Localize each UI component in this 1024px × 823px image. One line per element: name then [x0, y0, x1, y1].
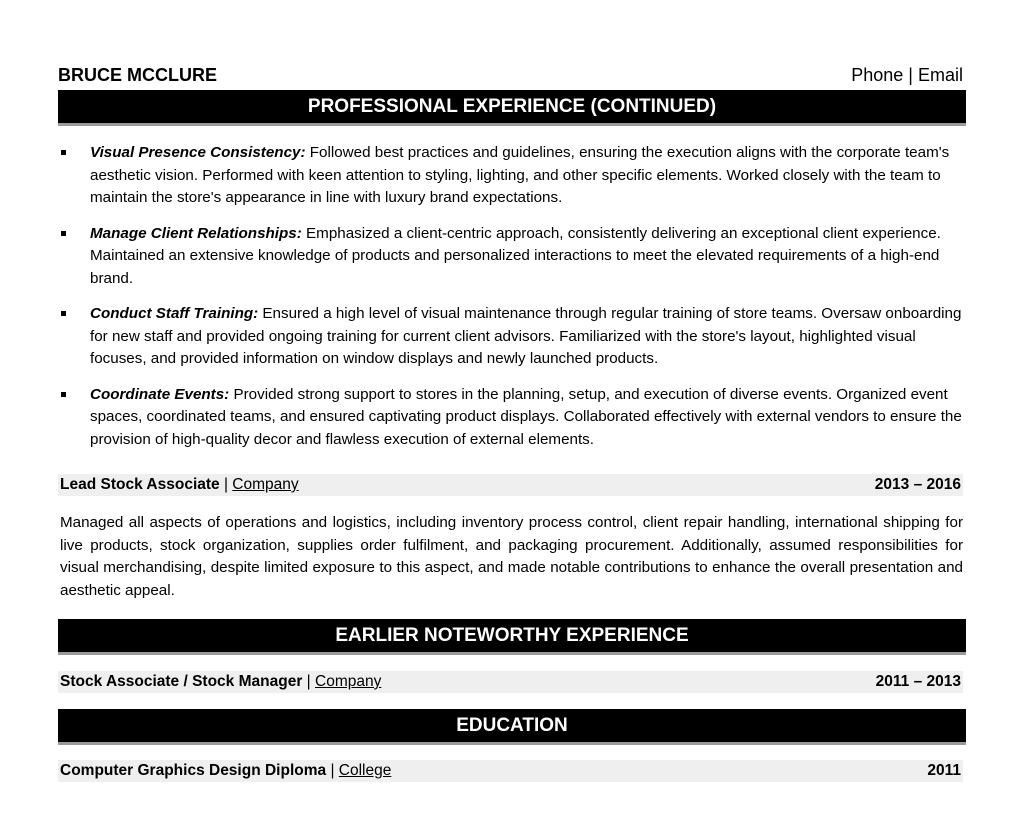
bullet-title: Conduct Staff Training: — [90, 305, 259, 322]
degree-title: Computer Graphics Design Diploma — [60, 762, 327, 779]
job-dates: 2011 – 2013 — [875, 673, 961, 690]
section-header-education: EDUCATION — [58, 709, 966, 745]
job-heading — [60, 673, 381, 691]
education-row — [58, 760, 963, 782]
job-description: Managed all aspects of operations and logistics, including inventory process control, client repair handling, international shipping for live products, stock organization, supplies order fulfilment, and packaging procurement. Additionally, assumed responsibilities for visual merchandising, despite limited exposure to this aspect, and made notable contributions to enhance the overall presentation and aesthetic appeal. — [60, 514, 963, 599]
bullet-item — [58, 142, 963, 210]
bullet-text: Ensured a high level of visual maintenance through regular training of store teams. Oversaw onboarding for new staff and provided ongoing training for current client advisors. Familiarized with the store's layout, highlighted visual focuses, and provided information on window displays and newly launched products. — [90, 305, 962, 367]
contact-info: Phone | Email — [851, 65, 963, 85]
bullet-title: Visual Presence Consistency: — [90, 144, 306, 161]
separator: | — [302, 673, 315, 690]
bullet-square-icon — [61, 311, 66, 316]
education-year: 2011 — [927, 762, 961, 779]
bullet-title: Coordinate Events: — [90, 385, 230, 403]
experience-bullets — [58, 142, 963, 464]
bullet-text: Provided strong support to stores in the planning, setup, and execution of diverse events. Organized event spaces, coordinated teams, and ensured captivating product displays. Collaborated effectively with external vendors to ensure the provision of high-quality decor and flawless execution of external elements. — [90, 385, 962, 448]
job-title: Stock Associate / Stock Manager — [60, 673, 303, 690]
separator: | — [219, 476, 233, 493]
bullet-square-icon — [61, 231, 66, 236]
candidate-name: BRUCE MCCLURE — [58, 65, 217, 85]
bullet-item — [58, 223, 963, 291]
bullet-item — [58, 303, 963, 371]
separator: | — [326, 762, 339, 779]
resume-header — [58, 60, 963, 86]
job-dates: 2013 – 2016 — [874, 476, 961, 493]
bullet-square-icon — [61, 150, 66, 155]
school-link[interactable]: College — [338, 762, 392, 779]
section-header-professional-experience: PROFESSIONAL EXPERIENCE (CONTINUED) — [58, 90, 966, 126]
job-row-lead-stock-associate — [58, 474, 963, 496]
bullet-square-icon — [61, 392, 66, 397]
company-link[interactable]: Company — [232, 476, 299, 493]
job-title: Lead Stock Associate — [60, 476, 220, 493]
bullet-title: Manage Client Relationships: — [90, 224, 302, 242]
bullet-text: Followed best practices and guidelines, ensuring the execution aligns with the corporate team's aesthetic vision. Performed with keen attention to styling, lighting, and other specific elements. Worked closely with the team to maintain the store's appearance in line with luxury brand expectations. — [90, 144, 950, 206]
company-link[interactable]: Company — [315, 673, 382, 690]
bullet-text: Emphasized a client-centric approach, consistently delivering an exceptional client experience. Maintained an extensive knowledge of products and personalized interactions to meet the elevated requirements of a high-end brand. — [90, 224, 941, 287]
education-heading — [60, 762, 391, 780]
job-row-stock-associate — [58, 671, 963, 693]
bullet-item — [58, 384, 963, 452]
job-heading — [60, 476, 299, 494]
section-header-earlier-experience: EARLIER NOTEWORTHY EXPERIENCE — [58, 619, 966, 655]
